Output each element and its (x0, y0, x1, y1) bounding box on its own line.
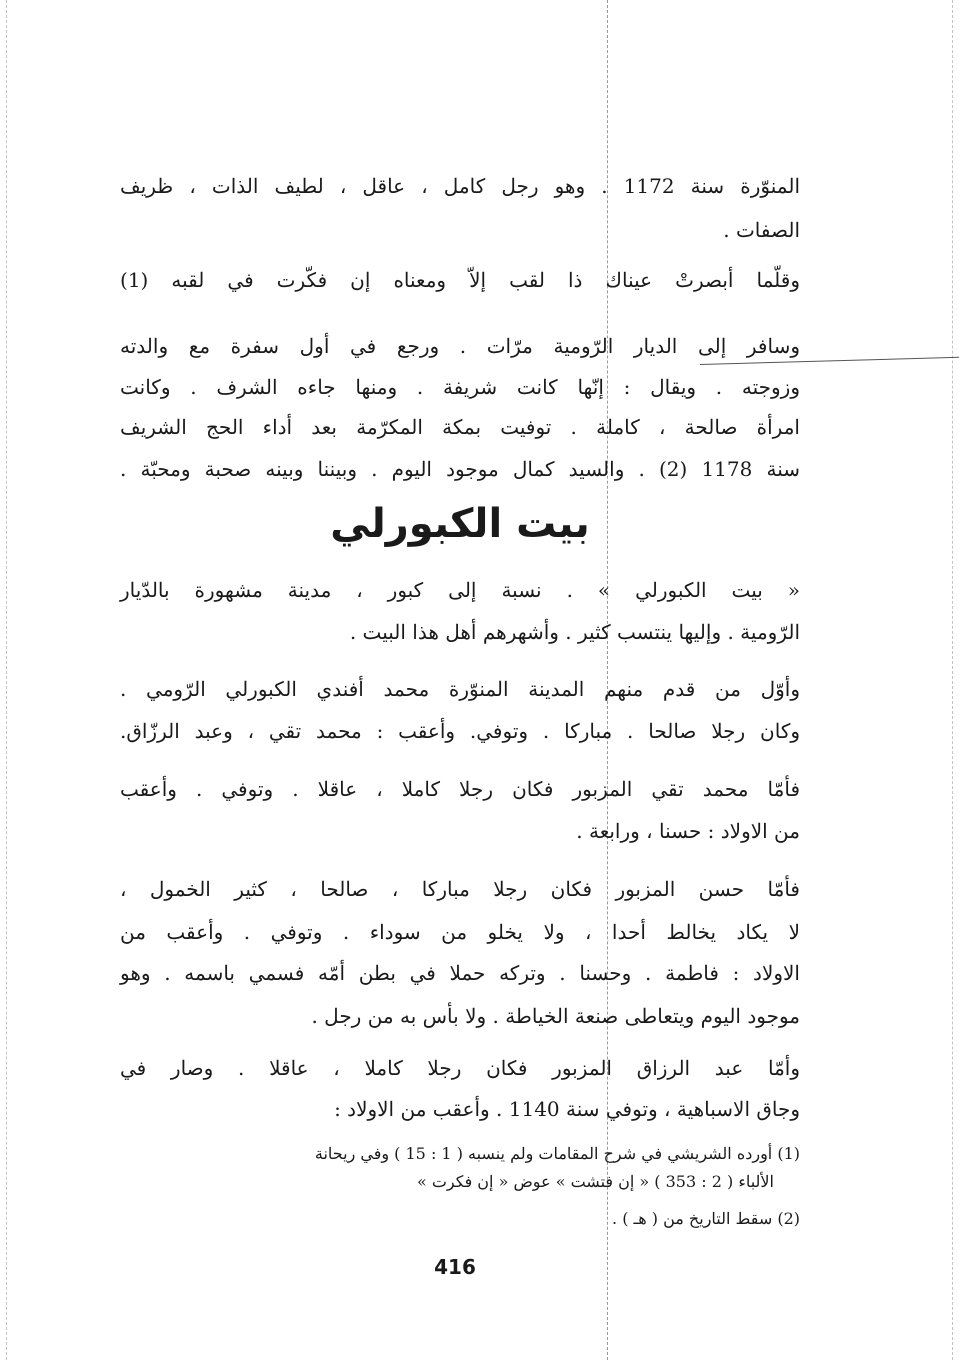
text-line: من الاولاد : حسنا ، ورابعة . (576, 819, 800, 843)
text-line: المنوّرة سنة 1172 . وهو رجل كامل ، عاقل ، لطيف الذات ، ظريف (120, 174, 800, 198)
text-line: امرأة صالحة ، كاملة . توفيت بمكة المكرّمة بعد أداء الحج الشريف (120, 415, 800, 439)
text-line: « بيت الكبورلي » . نسبة إلى كبور ، مدينة مشهورة بالدّيار (120, 578, 800, 602)
text-line: فأمّا محمد تقي المزبور فكان رجلا كاملا ، عاقلا . وتوفي . وأعقب (120, 777, 800, 801)
footnote: (1) أورده الشريشي في شرح المقامات ولم ينسبه ( 1 : 15 ) وفي ريحانة (314, 1144, 800, 1163)
footnote: الألباء ( 2 : 353 ) « إن فتشت » عوض « إن فكرت » (416, 1172, 774, 1191)
verse-line: وقلّما أبصرتْ عيناك ذا لقب إلاّ ومعناه إن فكّرت في لقبه (1) (120, 268, 800, 292)
text-line: سنة 1178 (2) . والسيد كمال موجود اليوم . وبيننا وبينه صحبة ومحبّة . (120, 457, 800, 481)
text-line: وجاق الاسباهية ، وتوفي سنة 1140 . وأعقب من الاولاد : (334, 1097, 800, 1121)
text-line: وكان رجلا صالحا . مباركا . وتوفي. وأعقب : محمد تقي ، وعبد الرزّاق. (120, 719, 800, 743)
text-line: الصفات . (723, 218, 800, 242)
text-line: لا يكاد يخالط أحدا ، ولا يخلو من سوداء . وتوفي . وأعقب من (120, 920, 800, 944)
section-heading: بيت الكبورلي (330, 501, 590, 547)
scan-edge-right (952, 0, 953, 1360)
text-line: فأمّا حسن المزبور فكان رجلا مباركا ، صالحا ، كثير الخمول ، (120, 877, 800, 901)
text-line: الرّومية . وإليها ينتسب كثير . وأشهرهم أهل هذا البيت . (349, 620, 800, 644)
text-line: وزوجته . ويقال : إنّها كانت شريفة . ومنها جاءه الشرف . وكانت (120, 375, 800, 399)
text-line: وأوّل من قدم منهم المدينة المنوّرة محمد أفندي الكبورلي الرّومي . (120, 677, 800, 701)
text-line: الاولاد : فاطمة . وحسنا . وتركه حملا في بطن أمّه فسمي باسمه . وهو (120, 961, 800, 985)
text-line: وسافر إلى الديار الرّومية مرّات . ورجع في أول سفرة مع والدته (120, 334, 800, 358)
text-line: موجود اليوم ويتعاطى صنعة الخياطة . ولا بأس به من رجل . (311, 1004, 800, 1028)
page-number: 416 (434, 1255, 476, 1279)
text-line: وأمّا عبد الرزاق المزبور فكان رجلا كاملا ، عاقلا . وصار في (120, 1056, 800, 1080)
scan-edge-left (6, 0, 7, 1360)
footnote: (2) سقط التاريخ من ( هـ ) . (612, 1209, 800, 1228)
